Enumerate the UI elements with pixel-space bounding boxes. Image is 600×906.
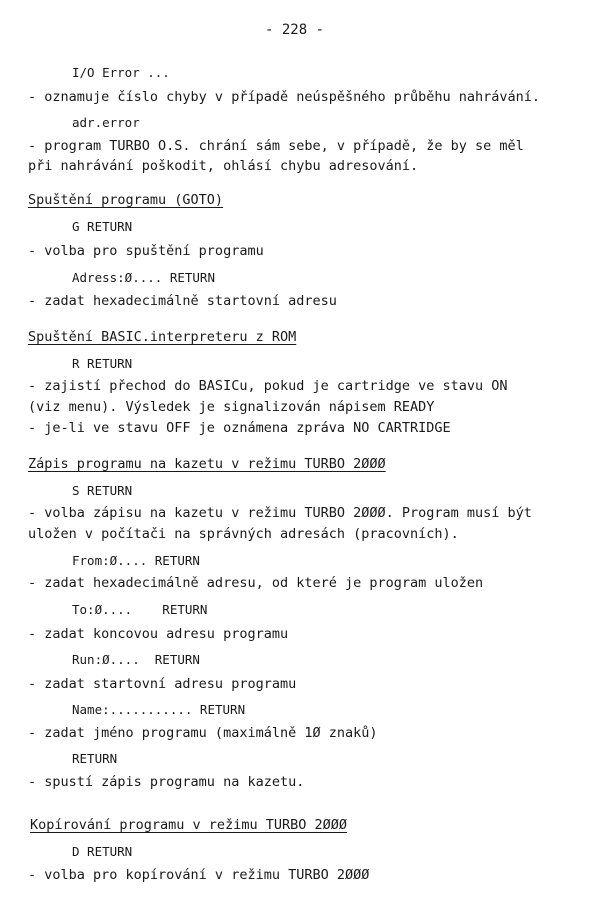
description-line: při nahrávání poškodit, ohlásí chybu adresování. — [28, 158, 419, 174]
section-heading: Zápis programu na kazetu v režimu TURBO 2ØØØ — [28, 456, 386, 472]
description-line: - volba pro kopírování v režimu TURBO 2ØØØ — [28, 867, 370, 883]
command-line: Run:Ø.... RETURN — [72, 652, 200, 667]
command-line: I/O Error ... — [72, 65, 170, 80]
description-line: - zadat hexadecimálně adresu, od které je program uložen — [28, 575, 484, 591]
description-line: uložen v počítači na správných adresách (pracovních). — [28, 526, 459, 542]
description-line: - program TURBO O.S. chrání sám sebe, v případě, že by se měl — [28, 138, 524, 154]
command-line: RETURN — [72, 751, 118, 766]
section-heading: Kopírování programu v režimu TURBO 2ØØØ — [30, 817, 347, 833]
description-line: - zadat koncovou adresu programu — [28, 626, 289, 642]
description-line: - zadat hexadecimálně startovní adresu — [28, 293, 337, 309]
command-line: D RETURN — [72, 844, 133, 859]
command-line: R RETURN — [72, 356, 133, 371]
description-line: - zadat jméno programu (maximálně 1Ø znaků) — [28, 725, 378, 741]
section-heading: Spuštění programu (GOTO) — [28, 192, 224, 208]
description-line: - oznamuje číslo chyby v případě neúspěšného průběhu nahrávání. — [28, 89, 541, 105]
description-line: (viz menu). Výsledek je signalizován nápisem READY — [28, 399, 435, 415]
command-line: S RETURN — [72, 483, 133, 498]
description-line: - zadat startovní adresu programu — [28, 676, 297, 692]
description-line: - spustí zápis programu na kazetu. — [28, 774, 305, 790]
page-number: - 228 - — [265, 22, 325, 38]
command-line: Adress:Ø.... RETURN — [72, 270, 215, 285]
command-line: adr.error — [72, 115, 140, 130]
description-line: - je-li ve stavu OFF je oznámena zpráva NO CARTRIDGE — [28, 420, 451, 436]
description-line: - volba zápisu na kazetu v režimu TURBO 2ØØØ. Program musí být — [28, 505, 532, 521]
section-heading: Spuštění BASIC.interpreteru z ROM — [28, 329, 297, 345]
description-line: - volba pro spuštění programu — [28, 243, 264, 259]
command-line: To:Ø.... RETURN — [72, 602, 208, 617]
description-line: - zajistí přechod do BASICu, pokud je cartridge ve stavu ON — [28, 378, 508, 394]
command-line: Name:........... RETURN — [72, 702, 246, 717]
command-line: From:Ø.... RETURN — [72, 553, 200, 568]
command-line: G RETURN — [72, 219, 133, 234]
